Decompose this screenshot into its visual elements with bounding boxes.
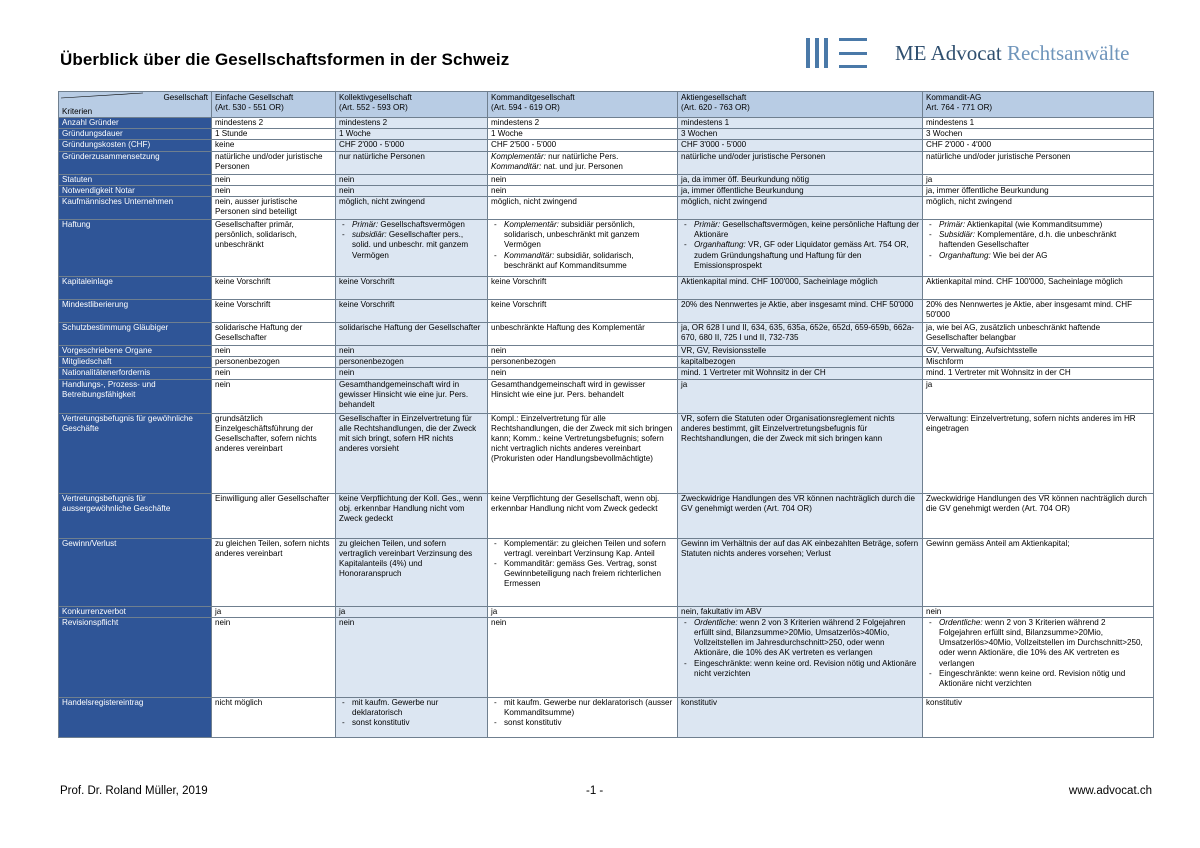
cell-ag: mind. 1 Vertreter mit Wohnsitz in der CH xyxy=(678,368,923,379)
cell-kollektiv: keine Verpflichtung der Koll. Ges., wenn obj. erkennbar Handlung nicht vom Zweck gedeckt xyxy=(336,493,488,538)
cell-kommandit xyxy=(488,538,678,606)
cell-kommandit: Gesamthandgemeinschaft wird in gewisser Hinsicht wie eine jur. Pers. behandelt xyxy=(488,379,678,413)
cell-ag: natürliche und/oder juristische Personen xyxy=(678,151,923,174)
bullet-item: - Organhaftung: Wie bei der AG xyxy=(926,251,1150,261)
cell-kommandit: keine Verpflichtung der Gesellschaft, wenn obj. erkennbar Handlung nicht vom Zweck gedeckt xyxy=(488,493,678,538)
bullet-list xyxy=(339,698,484,729)
cell-einfach: nein, ausser juristische Personen sind beteiligt xyxy=(212,197,336,220)
cell-kommandit: personenbezogen xyxy=(488,357,678,368)
cell-kag: ja xyxy=(923,379,1154,413)
cell-kollektiv: nein xyxy=(336,346,488,357)
cell-einfach: nein xyxy=(212,174,336,185)
table-row xyxy=(59,538,1154,606)
footer-website: www.advocat.ch xyxy=(1068,785,1152,797)
cell-einfach: nein xyxy=(212,185,336,196)
criterion-cell: Vertretungsbefugnis für gewöhnliche Geschäfte xyxy=(59,413,212,493)
table-row xyxy=(59,277,1154,300)
table-row xyxy=(59,368,1154,379)
cell-ag: VR, GV, Revisionsstelle xyxy=(678,346,923,357)
header-col-kommandit: Kommanditgesellschaft (Art. 594 - 619 OR) xyxy=(488,92,678,118)
cell-ag: nein, fakultativ im ABV xyxy=(678,606,923,617)
table-row xyxy=(59,140,1154,151)
cell-kollektiv: keine Vorschrift xyxy=(336,277,488,300)
page-title: Überblick über die Gesellschaftsformen in der Schweiz xyxy=(60,50,510,69)
cell-kommandit: nein xyxy=(488,346,678,357)
bullet-item: - Ordentliche: wenn 2 von 3 Kriterien während 2 Folgejahren erfüllt sind, Bilanzsumme>20Mio, Umsatzerlös>40Mio, Vollzeitstellen im Durchschnitt>250, oder wenn Aktionäre, die 10% des AK vertreten es verlangen xyxy=(926,618,1150,669)
cell-kollektiv: Gesamthandgemeinschaft wird in gewisser Hinsicht wie eine jur. Pers. behandelt xyxy=(336,379,488,413)
cell-ag: CHF 3'000 - 5'000 xyxy=(678,140,923,151)
table-row xyxy=(59,151,1154,174)
cell-ag: konstitutiv xyxy=(678,697,923,737)
table-row xyxy=(59,357,1154,368)
criterion-cell: Mindestliberierung xyxy=(59,300,212,323)
cell-kag xyxy=(923,220,1154,277)
header-col-kollektiv: Kollektivgesellschaft (Art. 552 - 593 OR) xyxy=(336,92,488,118)
bullet-item: - mit kaufm. Gewerbe nur deklaratorisch xyxy=(339,698,484,718)
cell-kag: 3 Wochen xyxy=(923,129,1154,140)
cell-ag: VR, sofern die Statuten oder Organisationsreglement nichts anderes bestimmt, gilt Einzelvertretungsbefugnis für Rechtshandlungen, die der Zweck mit sich bringen kann xyxy=(678,413,923,493)
bullet-item: - sonst konstitutiv xyxy=(491,718,674,728)
cell-kollektiv xyxy=(336,697,488,737)
cell-kollektiv: nein xyxy=(336,617,488,697)
criterion-cell: Gründerzusammensetzung xyxy=(59,151,212,174)
table-row xyxy=(59,697,1154,737)
bullet-item: - Kommanditär: subsidiär, solidarisch, beschränkt auf Kommanditsumme xyxy=(491,251,674,271)
table-row xyxy=(59,174,1154,185)
cell-einfach: nein xyxy=(212,379,336,413)
logo-text-light: Rechtsanwälte xyxy=(1006,40,1130,65)
cell-kollektiv: CHF 2'000 - 5'000 xyxy=(336,140,488,151)
cell-einfach: Gesellschafter primär, persönlich, solidarisch, unbeschränkt xyxy=(212,220,336,277)
header-col-kag: Kommandit-AG Art. 764 - 771 OR) xyxy=(923,92,1154,118)
cell-kommandit: Kompl.: Einzelvertretung für alle Rechtshandlungen, die der Zweck mit sich bringen kann; Komm.: keine Vertretungsbefugnis; sofern nicht vertraglich nichts anderes vereinbart (Prokuristen oder Handlungsbevollmächtigte) xyxy=(488,413,678,493)
cell-kag: GV, Verwaltung, Aufsichtsstelle xyxy=(923,346,1154,357)
cell-kollektiv: nein xyxy=(336,185,488,196)
cell-ag: ja xyxy=(678,379,923,413)
table-header-row xyxy=(59,92,1154,118)
cell-einfach: mindestens 2 xyxy=(212,118,336,129)
cell-einfach: grundsätzlich Einzelgeschäftsführung der Gesellschafter, sofern nichts anderes vereinbart xyxy=(212,413,336,493)
cell-kag: Gewinn gemäss Anteil am Aktienkapital; xyxy=(923,538,1154,606)
cell-einfach: nein xyxy=(212,617,336,697)
bullet-item: - Ordentliche: wenn 2 von 3 Kriterien während 2 Folgejahren erfüllt sind, Bilanzsumme>20Mio, Umsatzerlös>40Mio, Vollzeitstellen im Jahresdurchschnitt>250, oder wenn Aktionäre, die 10% des AK vertreten es verlangen xyxy=(681,618,919,659)
cell-kollektiv xyxy=(336,220,488,277)
footer-author: Prof. Dr. Roland Müller, 2019 xyxy=(60,785,208,797)
cell-kollektiv: nein xyxy=(336,368,488,379)
table-row xyxy=(59,493,1154,538)
criterion-cell: Gewinn/Verlust xyxy=(59,538,212,606)
cell-kommandit: keine Vorschrift xyxy=(488,277,678,300)
cell-kommandit: nein xyxy=(488,368,678,379)
cell-einfach: ja xyxy=(212,606,336,617)
criterion-cell: Revisionspflicht xyxy=(59,617,212,697)
cell-kag xyxy=(923,617,1154,697)
bullet-list xyxy=(926,220,1150,261)
bullet-list xyxy=(491,698,674,729)
cell-kollektiv: personenbezogen xyxy=(336,357,488,368)
logo-mark-icon xyxy=(806,38,867,68)
cell-kommandit: nein xyxy=(488,617,678,697)
cell-ag: ja, da immer öff. Beurkundung nötig xyxy=(678,174,923,185)
criterion-cell: Notwendigkeit Notar xyxy=(59,185,212,196)
cell-kollektiv: nein xyxy=(336,174,488,185)
cell-kollektiv: 1 Woche xyxy=(336,129,488,140)
criterion-cell: Konkurrenzverbot xyxy=(59,606,212,617)
cell-einfach: nein xyxy=(212,368,336,379)
cell-kag: mindestens 1 xyxy=(923,118,1154,129)
cell-einfach: Einwilligung aller Gesellschafter xyxy=(212,493,336,538)
bullet-item: - sonst konstitutiv xyxy=(339,718,484,728)
cell-einfach: keine Vorschrift xyxy=(212,300,336,323)
cell-kommandit xyxy=(488,220,678,277)
footer-page-number: -1 - xyxy=(586,785,604,797)
bullet-list xyxy=(491,220,674,271)
cell-ag: Aktienkapital mind. CHF 100'000, Sacheinlage möglich xyxy=(678,277,923,300)
cell-kollektiv: solidarische Haftung der Gesellschafter xyxy=(336,323,488,346)
criterion-cell: Nationalitätenerfordernis xyxy=(59,368,212,379)
bullet-list xyxy=(339,220,484,261)
cell-einfach: personenbezogen xyxy=(212,357,336,368)
logo-text-bold: ME Advocat xyxy=(895,40,1002,65)
bullet-item: - mit kaufm. Gewerbe nur deklaratorisch (ausser Kommanditsumme) xyxy=(491,698,674,718)
cell-kommandit: Komplementär: nur natürliche Pers. Kommanditär: nat. und jur. Personen xyxy=(488,151,678,174)
criterion-cell: Vorgeschriebene Organe xyxy=(59,346,212,357)
cell-ag xyxy=(678,220,923,277)
cell-kollektiv: möglich, nicht zwingend xyxy=(336,197,488,220)
bullet-item: - Eingeschränkte: wenn keine ord. Revision nötig und Aktionäre nicht verzichten xyxy=(926,669,1150,689)
header-company-label: Gesellschaft xyxy=(163,93,208,102)
cell-kollektiv: mindestens 2 xyxy=(336,118,488,129)
cell-ag: kapitalbezogen xyxy=(678,357,923,368)
cell-kag: CHF 2'000 - 4'000 xyxy=(923,140,1154,151)
cell-kag: ja xyxy=(923,174,1154,185)
cell-kag: natürliche und/oder juristische Personen xyxy=(923,151,1154,174)
cell-ag: Zweckwidrige Handlungen des VR können nachträglich durch die GV genehmigt werden (Art. 704 OR) xyxy=(678,493,923,538)
table-row xyxy=(59,379,1154,413)
cell-kag: mind. 1 Vertreter mit Wohnsitz in der CH xyxy=(923,368,1154,379)
cell-ag: ja, immer öffentliche Beurkundung xyxy=(678,185,923,196)
cell-kommandit: CHF 2'500 - 5'000 xyxy=(488,140,678,151)
cell-kag: Zweckwidrige Handlungen des VR können nachträglich durch die GV genehmigt werden (Art. 704 OR) xyxy=(923,493,1154,538)
cell-kag: ja, immer öffentliche Beurkundung xyxy=(923,185,1154,196)
bullet-item: - Organhaftung: VR, GF oder Liquidator gemäss Art. 754 OR, zudem Gründungshaftung und Haftung für den Emissionsprospekt xyxy=(681,240,919,271)
table-row xyxy=(59,323,1154,346)
bullet-list xyxy=(681,220,919,271)
header-diagonal-cell xyxy=(59,92,212,118)
table-row xyxy=(59,185,1154,196)
cell-kollektiv: ja xyxy=(336,606,488,617)
cell-einfach: nicht möglich xyxy=(212,697,336,737)
comparison-table xyxy=(58,91,1154,738)
cell-kommandit: nein xyxy=(488,185,678,196)
cell-kommandit: nein xyxy=(488,174,678,185)
header-criteria-label: Kriterien xyxy=(62,106,93,116)
cell-ag: ja, OR 628 I und II, 634, 635, 635a, 652e, 652d, 659-659b, 662a-670, 680 II, 725 I und II, 732-735 xyxy=(678,323,923,346)
cell-kommandit: keine Vorschrift xyxy=(488,300,678,323)
cell-ag: 20% des Nennwertes je Aktie, aber insgesamt mind. CHF 50'000 xyxy=(678,300,923,323)
cell-einfach: keine Vorschrift xyxy=(212,277,336,300)
criterion-cell: Gründungsdauer xyxy=(59,129,212,140)
criterion-cell: Handelsregistereintrag xyxy=(59,697,212,737)
cell-kag: konstitutiv xyxy=(923,697,1154,737)
table-row xyxy=(59,197,1154,220)
cell-kag: ja, wie bei AG, zusätzlich unbeschränkt haftende Gesellschafter belangbar xyxy=(923,323,1154,346)
table-row xyxy=(59,617,1154,697)
criterion-cell: Handlungs-, Prozess- und Betreibungsfähigkeit xyxy=(59,379,212,413)
cell-kag: Aktienkapital mind. CHF 100'000, Sacheinlage möglich xyxy=(923,277,1154,300)
cell-kommandit: 1 Woche xyxy=(488,129,678,140)
cell-ag: 3 Wochen xyxy=(678,129,923,140)
criterion-cell: Kapitaleinlage xyxy=(59,277,212,300)
criterion-cell: Anzahl Gründer xyxy=(59,118,212,129)
bullet-item: - Eingeschränkte: wenn keine ord. Revision nötig und Aktionäre nicht verzichten xyxy=(681,659,919,679)
cell-kag: 20% des Nennwertes je Aktie, aber insgesamt mind. CHF 50'000 xyxy=(923,300,1154,323)
criterion-cell: Gründungskosten (CHF) xyxy=(59,140,212,151)
cell-einfach: 1 Stunde xyxy=(212,129,336,140)
header-col-einfach: Einfache Gesellschaft (Art. 530 - 551 OR) xyxy=(212,92,336,118)
cell-ag: mindestens 1 xyxy=(678,118,923,129)
table-row xyxy=(59,606,1154,617)
bullet-list xyxy=(926,618,1150,689)
bullet-item: - Kommanditär: gemäss Ges. Vertrag, sonst Gewinnbeteiligung nach freiem richterlichen Ermessen xyxy=(491,559,674,590)
cell-einfach: nein xyxy=(212,346,336,357)
bullet-item: - Primär: Gesellschaftsvermögen xyxy=(339,220,484,230)
cell-kommandit xyxy=(488,697,678,737)
cell-kommandit: möglich, nicht zwingend xyxy=(488,197,678,220)
criterion-cell: Schutzbestimmung Gläubiger xyxy=(59,323,212,346)
cell-ag: möglich, nicht zwingend xyxy=(678,197,923,220)
cell-kommandit: unbeschränkte Haftung des Komplementär xyxy=(488,323,678,346)
cell-einfach: solidarische Haftung der Gesellschafter xyxy=(212,323,336,346)
cell-einfach: keine xyxy=(212,140,336,151)
bullet-item: - Subsidiär: Komplementäre, d.h. die unbeschränkt haftenden Gesellschafter xyxy=(926,230,1150,250)
table-row xyxy=(59,129,1154,140)
table-row xyxy=(59,413,1154,493)
cell-kag: Mischform xyxy=(923,357,1154,368)
table-row xyxy=(59,118,1154,129)
cell-ag: Gewinn im Verhältnis der auf das AK einbezahlten Beträge, sofern Statuten nichts anderes vorsehen; Verlust xyxy=(678,538,923,606)
company-logo xyxy=(806,36,1129,70)
cell-kollektiv: nur natürliche Personen xyxy=(336,151,488,174)
cell-kollektiv: keine Vorschrift xyxy=(336,300,488,323)
bullet-list xyxy=(491,539,674,590)
cell-kag: möglich, nicht zwingend xyxy=(923,197,1154,220)
criterion-cell: Vertretungsbefugnis für aussergewöhnliche Geschäfte xyxy=(59,493,212,538)
cell-kollektiv: Gesellschafter in Einzelvertretung für alle Rechtshandlungen, die der Zweck mit sich bringt, sofern HR nichts anderes vorsieht xyxy=(336,413,488,493)
criterion-cell: Mitgliedschaft xyxy=(59,357,212,368)
bullet-list xyxy=(681,618,919,679)
bullet-item: - Komplementär: subsidiär persönlich, solidarisch, unbeschränkt mit ganzem Vermögen xyxy=(491,220,674,251)
bullet-item: - subsidiär: Gesellschafter pers., solid. und unbeschr. mit ganzem Vermögen xyxy=(339,230,484,261)
criterion-cell: Haftung xyxy=(59,220,212,277)
header-col-ag: Aktiengesellschaft (Art. 620 - 763 OR) xyxy=(678,92,923,118)
bullet-item: - Primär: Gesellschaftsvermögen, keine persönliche Haftung der Aktionäre xyxy=(681,220,919,240)
cell-kag: Verwaltung: Einzelvertretung, sofern nichts anderes im HR eingetragen xyxy=(923,413,1154,493)
table-row xyxy=(59,346,1154,357)
bullet-item: - Komplementär: zu gleichen Teilen und sofern vertragl. vereinbart Verzinsung Kap. Anteil xyxy=(491,539,674,559)
cell-kollektiv: zu gleichen Teilen, und sofern vertraglich vereinbart Verzinsung des Kapitalanteils (4%) und Honoraranspruch xyxy=(336,538,488,606)
criterion-cell: Kaufmännisches Unternehmen xyxy=(59,197,212,220)
bullet-item: - Primär: Aktienkapital (wie Kommanditsumme) xyxy=(926,220,1150,230)
cell-ag xyxy=(678,617,923,697)
criterion-cell: Statuten xyxy=(59,174,212,185)
table-row xyxy=(59,300,1154,323)
cell-kommandit: mindestens 2 xyxy=(488,118,678,129)
cell-einfach: natürliche und/oder juristische Personen xyxy=(212,151,336,174)
cell-einfach: zu gleichen Teilen, sofern nichts anderes vereinbart xyxy=(212,538,336,606)
cell-kag: nein xyxy=(923,606,1154,617)
cell-kommandit: ja xyxy=(488,606,678,617)
table-row xyxy=(59,220,1154,277)
